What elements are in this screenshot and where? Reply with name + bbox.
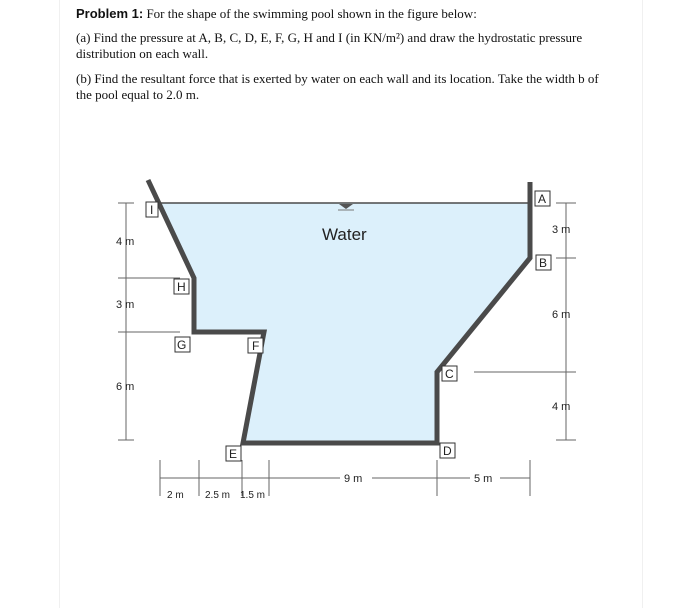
part-a-line1: (a) Find the pressure at A, B, C, D, E, F, G, H and I (in KN/m²) and draw the hydrostatic pressure bbox=[76, 30, 583, 45]
dim-bottom-1-5m: 1.5 m bbox=[240, 490, 266, 501]
label-A: A bbox=[538, 192, 547, 206]
label-F: F bbox=[252, 339, 260, 353]
label-E: E bbox=[229, 447, 238, 461]
label-B: B bbox=[539, 256, 548, 270]
dim-bottom-2-5m: 2.5 m bbox=[205, 490, 231, 501]
dim-bottom-5m: 5 m bbox=[474, 473, 493, 485]
dim-right-middle: 6 m bbox=[552, 309, 571, 321]
dim-right-bottom: 4 m bbox=[552, 401, 571, 413]
part-b-line1: (b) Find the resultant force that is exerted by water on each wall and its location. Take the width b of bbox=[76, 71, 599, 86]
dim-bottom-2m: 2 m bbox=[167, 490, 184, 501]
dim-left-top: 4 m bbox=[116, 236, 135, 248]
label-D: D bbox=[443, 444, 452, 458]
dim-right-top: 3 m bbox=[552, 224, 571, 236]
label-I: I bbox=[150, 203, 154, 217]
dim-left-middle: 3 m bbox=[116, 299, 135, 311]
part-b-line2: the pool equal to 2.0 m. bbox=[76, 87, 200, 102]
problem-intro: For the shape of the swimming pool shown in the figure below: bbox=[146, 6, 477, 21]
part-a-line2: distribution on each wall. bbox=[76, 46, 209, 61]
water-label: Water bbox=[322, 225, 367, 244]
label-C: C bbox=[445, 367, 454, 381]
label-G: G bbox=[177, 338, 187, 352]
dim-left-bottom: 6 m bbox=[116, 381, 135, 393]
dim-bottom-9m: 9 m bbox=[344, 473, 363, 485]
problem-title: Problem 1: bbox=[76, 6, 144, 21]
label-H: H bbox=[177, 280, 186, 294]
